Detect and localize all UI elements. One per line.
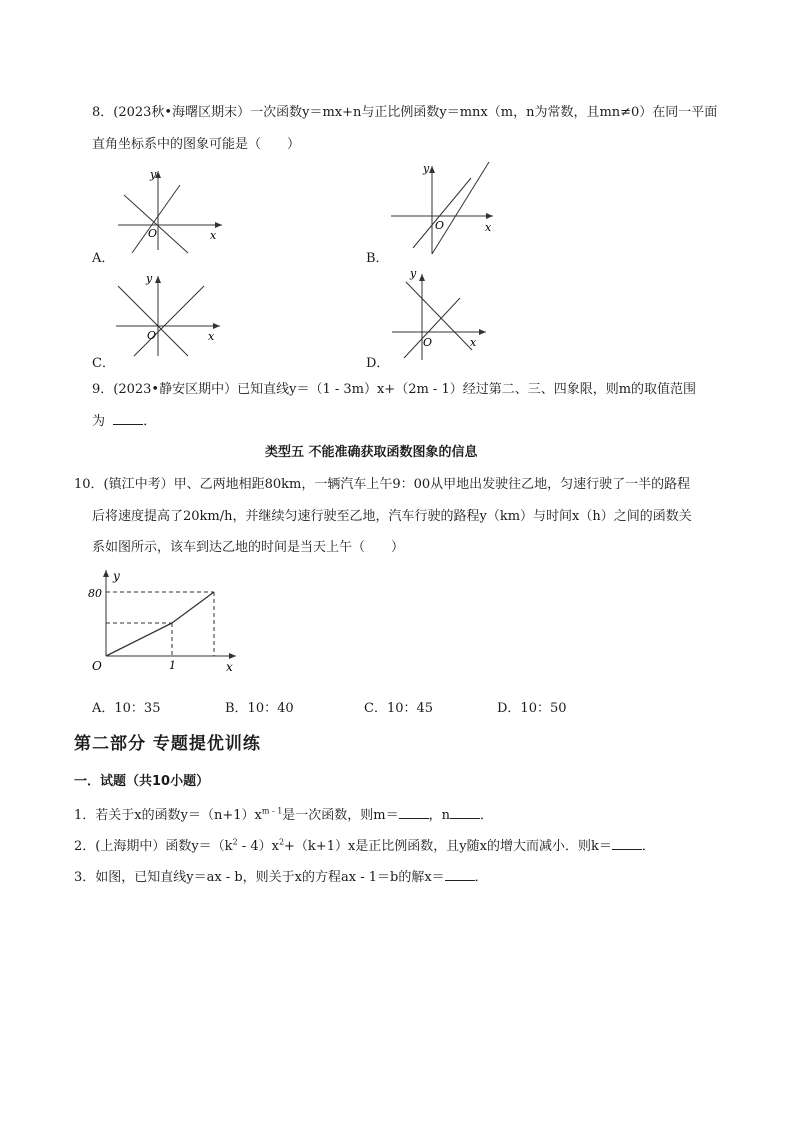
q10-line3: 系如图所示，该车到达乙地的时间是当天上午（ ） [92,540,405,555]
q9-line1: 9．(2023•静安区期中）已知直线y＝（1 - 3m）x+（2m - 1）经过第二、三、四象限，则m的取值范围 [92,382,697,397]
axis-x-label: x [226,660,233,674]
axis-y-label: y [113,569,120,583]
q10-option-d: D．10：50 [497,701,567,716]
axis-y-label: y [423,162,430,175]
answer-blank-n [450,806,480,819]
origin-label: O [147,329,157,342]
origin-label: O [92,659,102,673]
answer-blank-k [612,837,642,850]
q10-option-a: A．10：35 [92,701,161,716]
q10-line1: 10．(镇江中考）甲、乙两地相距80km，一辆汽车上午9：00从甲地出发驶往乙地，匀速行驶了一半的路程 [74,477,691,492]
q10-option-b: B．10：40 [225,701,294,716]
q8-option-d: D． [366,356,390,371]
axis-x-label: x [208,330,215,343]
q8-line2: 直角坐标系中的图象可能是（ ） [92,137,301,152]
p2-question: 2．(上海期中）函数$y=(k^2 - 4)x^2+(k+1)x$是正比例函数，且y随x的增大而减小．则k＝ ． [74,837,655,854]
x-tick-1: 1 [169,659,176,672]
q10-option-c: C．10：45 [364,701,434,716]
p1-question: 1．若关于x的函数$y=(n+1)x^{m - 1}$是一次函数，则m＝ ，n ． [74,806,494,823]
q10-graph [86,564,246,676]
q8-line1: 8．(2023秋•海曙区期末）一次函数y＝mx+n与正比例函数y＝mnx（m，n为常数，且mn≠0）在同一平面 [92,105,718,120]
q9-line2: 为 ． [92,414,157,429]
axis-x-label: x [485,221,492,234]
origin-label: O [435,219,445,232]
origin-label: O [423,336,433,349]
q8-option-b: B． [366,251,389,266]
q10-line2: 后将速度提高了20km/h，并继续匀速行驶至乙地，汽车行驶的路程y（km）与时间x（h）之间的函数关 [92,509,692,524]
q8-graph-c [112,268,227,358]
section-title-type5: 类型五 不能准确获取函数图象的信息 [265,445,478,460]
answer-blank [113,412,143,425]
axis-y-label: y [150,168,157,181]
part2-title: 第二部分 专题提优训练 [74,734,261,754]
y-tick-80: 80 [88,587,102,600]
part2-subtitle: 一．试题（共10小题） [74,774,210,789]
p3-question: 3．如图，已知直线y＝ax - b，则关于x的方程ax - 1＝b的解x＝ ． [74,870,488,885]
answer-blank-m [399,806,429,819]
q8-graph-d [390,264,490,364]
q8-option-c: C． [92,356,115,371]
q8-graph-a [110,165,230,255]
axis-x-label: x [470,336,477,349]
axis-y-label: y [410,267,417,280]
answer-blank-x [445,868,475,881]
q8-graph-b [385,158,500,258]
axis-x-label: x [210,229,217,242]
axis-y-label: y [146,272,153,285]
origin-label: O [148,227,158,240]
q8-option-a: A． [92,251,115,266]
